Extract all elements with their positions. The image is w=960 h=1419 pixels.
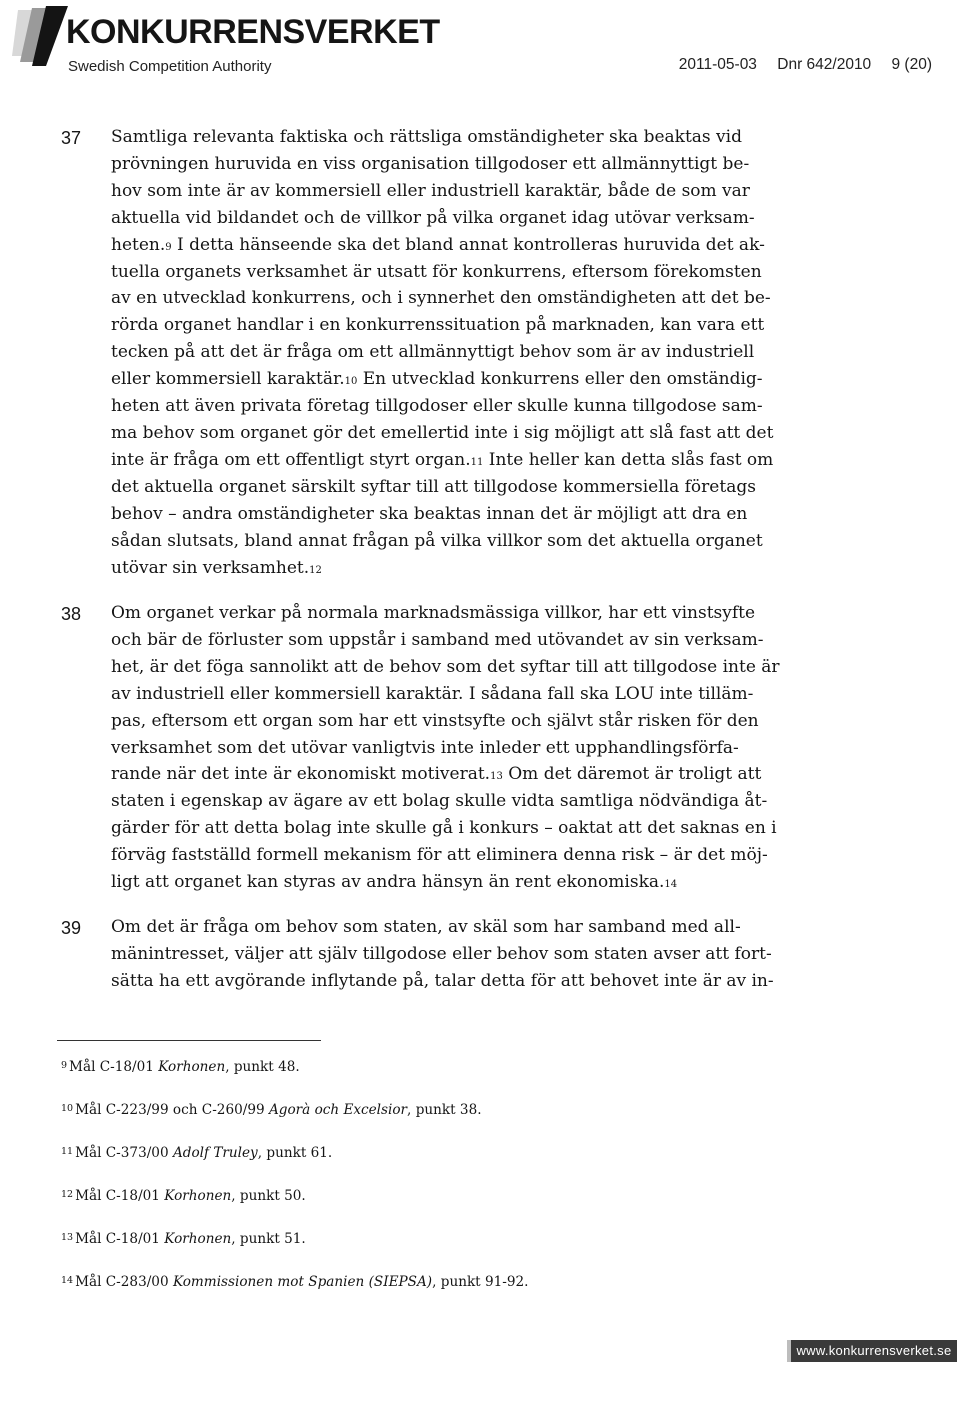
footnote-number: 14	[61, 1275, 74, 1286]
text-line	[111, 259, 791, 286]
footnote-text: Mål C-223/99 och C-260/99	[75, 1102, 269, 1118]
text-line	[111, 474, 791, 501]
text-segment: sådan slutsats, bland annat frågan på vilka villkor som det aktuella organet	[111, 530, 763, 551]
footnote-reference[interactable]: 11	[470, 456, 484, 468]
text-line	[111, 178, 791, 205]
paragraph-number: 37	[61, 128, 82, 148]
footnote-text: , punkt 48.	[225, 1059, 300, 1075]
footnote-reference[interactable]: 12	[309, 564, 322, 576]
text-line	[111, 393, 791, 420]
footnote-12	[61, 1187, 306, 1205]
text-line	[111, 788, 791, 815]
text-line	[111, 968, 791, 995]
paragraph-number: 39	[61, 918, 82, 938]
website-link[interactable]: www.konkurrensverket.se	[787, 1340, 957, 1362]
text-line	[111, 339, 791, 366]
text-line	[111, 420, 791, 447]
paragraph-text	[111, 124, 791, 581]
footnote-text: , punkt 50.	[231, 1188, 306, 1204]
text-segment: Samtliga relevanta faktiska och rättsliga omständigheter ska beaktas vid	[111, 127, 742, 147]
footnote-text: Mål C-373/00	[75, 1145, 173, 1161]
page-number: 9 (20)	[891, 56, 932, 73]
footnote-text: Mål C-18/01	[69, 1059, 159, 1075]
document-meta	[679, 55, 932, 75]
text-line	[111, 312, 791, 339]
case-name: Agorà och Excelsior	[268, 1102, 408, 1118]
text-line	[111, 555, 791, 582]
text-line	[111, 205, 791, 232]
text-segment: tuella organets verksamhet är utsatt för konkurrens, eftersom förekomsten	[111, 261, 762, 282]
text-line	[111, 914, 791, 941]
footnote-text: , punkt 38.	[407, 1102, 482, 1118]
text-segment: och bär de förluster som uppstår i samband med utövandet av sin verksam-	[111, 629, 764, 650]
case-name: Korhonen	[164, 1231, 232, 1247]
text-line	[111, 654, 791, 681]
footnote-reference[interactable]: 13	[490, 771, 503, 783]
text-line	[111, 232, 791, 259]
footnote-text: Mål C-18/01	[75, 1188, 165, 1204]
footnote-number: 10	[61, 1103, 74, 1114]
paragraph-number: 38	[61, 604, 82, 624]
text-line	[111, 528, 791, 555]
text-line	[111, 124, 791, 151]
footnote-14	[61, 1273, 528, 1291]
document-date: 2011-05-03	[678, 56, 757, 73]
organization-name: KONKURRENSVERKET	[66, 13, 440, 51]
text-segment: förväg fastställd formell mekanism för att eliminera denna risk – är det möj-	[111, 845, 768, 866]
organization-subtitle: Swedish Competition Authority	[68, 58, 272, 75]
text-segment: heten att även privata företag tillgodoser eller skulle kunna tillgodose sam-	[111, 396, 763, 417]
case-name: Korhonen	[158, 1059, 226, 1075]
footnote-number: 12	[61, 1189, 74, 1200]
text-segment: mänintresset, väljer att själv tillgodose eller behov som staten avser att fort-	[111, 943, 772, 964]
footnote-11	[61, 1144, 332, 1162]
footnote-text: , punkt 91-92.	[432, 1274, 529, 1290]
footnote-reference[interactable]: 10	[344, 376, 358, 388]
text-segment: tecken på att det är fråga om ett allmännyttigt behov som är av industriell	[111, 342, 755, 363]
text-segment: av en utvecklad konkurrens, och i synnerhet den omständigheten att det be-	[111, 288, 771, 309]
konkurrensverket-logo-icon	[10, 4, 70, 68]
text-line	[111, 501, 791, 528]
document-dnr: Dnr 642/2010	[777, 56, 872, 73]
text-segment: rörda organet handlar i en konkurrenssituation på marknaden, kan vara ett	[111, 315, 765, 336]
text-line	[111, 627, 791, 654]
footnote-reference[interactable]: 14	[664, 879, 678, 891]
paragraph-text	[111, 914, 791, 995]
text-line	[111, 285, 791, 312]
text-segment: hov som inte är av kommersiell eller industriell karaktär, både de som var	[111, 180, 750, 201]
case-name: Adolf Truley	[172, 1145, 258, 1161]
text-line	[111, 708, 791, 735]
text-segment: I detta hänseende ska det bland annat kontrolleras huruvida det ak-	[171, 234, 765, 255]
page-header	[0, 0, 960, 90]
footnote-text: Mål C-283/00	[75, 1274, 173, 1290]
text-segment: rande när det inte är ekonomiskt motiverat.	[111, 764, 491, 785]
text-line	[111, 366, 791, 393]
text-segment: det aktuella organet särskilt syftar till att tillgodose kommersiella företags	[111, 476, 756, 497]
text-segment: heten.	[111, 234, 166, 255]
footnote-text: , punkt 51.	[231, 1231, 306, 1247]
text-segment: prövningen huruvida en viss organisation tillgodoser ett allmännyttigt be-	[111, 153, 750, 174]
case-name: Kommissionen mot Spanien (SIEPSA)	[172, 1274, 433, 1290]
text-segment: het, är det föga sannolikt att de behov som det syftar till att tillgodose inte är	[111, 656, 780, 677]
footnote-10	[61, 1101, 482, 1119]
footnote-13	[61, 1230, 306, 1248]
text-segment: verksamhet som det utövar vanligtvis inte inleder ett upphandlingsförfa-	[111, 737, 739, 758]
text-segment: pas, eftersom ett organ som har ett vinstsyfte och självt står risken för den	[111, 710, 759, 731]
text-segment: gärder för att detta bolag inte skulle gå i konkurs – oaktat att det saknas en i	[111, 818, 777, 839]
text-segment: aktuella vid bildandet och de villkor på vilka organet idag utövar verksam-	[111, 207, 755, 228]
footnote-number: 9	[61, 1060, 68, 1071]
text-line	[111, 815, 791, 842]
text-segment: ma behov som organet gör det emellertid inte i sig möjligt att slå fast att det	[111, 422, 774, 443]
text-line	[111, 447, 791, 474]
text-line	[111, 941, 791, 968]
text-line	[111, 600, 791, 627]
text-line	[111, 842, 791, 869]
text-line	[111, 869, 791, 896]
footnote-divider	[57, 1040, 321, 1041]
text-line	[111, 761, 791, 788]
text-segment: Om det däremot är troligt att	[502, 764, 762, 785]
text-segment: behov – andra omständigheter ska beaktas innan det är möjligt att dra en	[111, 503, 748, 524]
case-name: Korhonen	[164, 1188, 232, 1204]
text-segment: ligt att organet kan styras av andra hänsyn än rent ekonomiska.	[111, 872, 665, 893]
footnote-number: 11	[61, 1146, 74, 1157]
paragraph-text	[111, 600, 791, 896]
text-segment: inte är fråga om ett offentligt styrt organ.	[111, 449, 471, 470]
footnote-reference[interactable]: 9	[165, 241, 172, 253]
footnote-text: Mål C-18/01	[75, 1231, 165, 1247]
text-line	[111, 735, 791, 762]
text-segment: Om det är fråga om behov som staten, av skäl som har samband med all-	[111, 917, 741, 937]
text-segment: staten i egenskap av ägare av ett bolag skulle vidta samtliga nödvändiga åt-	[111, 791, 768, 812]
text-segment: En utvecklad konkurrens eller den omständig-	[357, 369, 763, 390]
text-segment: av industriell eller kommersiell karaktär. I sådana fall ska LOU inte tilläm-	[111, 683, 754, 704]
text-segment: eller kommersiell karaktär.	[111, 369, 345, 390]
text-segment: Inte heller kan detta slås fast om	[483, 449, 774, 470]
text-line	[111, 681, 791, 708]
footnote-9	[61, 1058, 300, 1076]
text-line	[111, 151, 791, 178]
text-segment: Om organet verkar på normala marknadsmässiga villkor, har ett vinstsyfte	[111, 603, 756, 623]
footnote-text: , punkt 61.	[257, 1145, 333, 1161]
text-segment: utövar sin verksamhet.	[111, 557, 310, 578]
footnote-number: 13	[61, 1232, 74, 1243]
text-segment: sätta ha ett avgörande inflytande på, talar detta för att behovet inte är av in-	[111, 970, 774, 991]
